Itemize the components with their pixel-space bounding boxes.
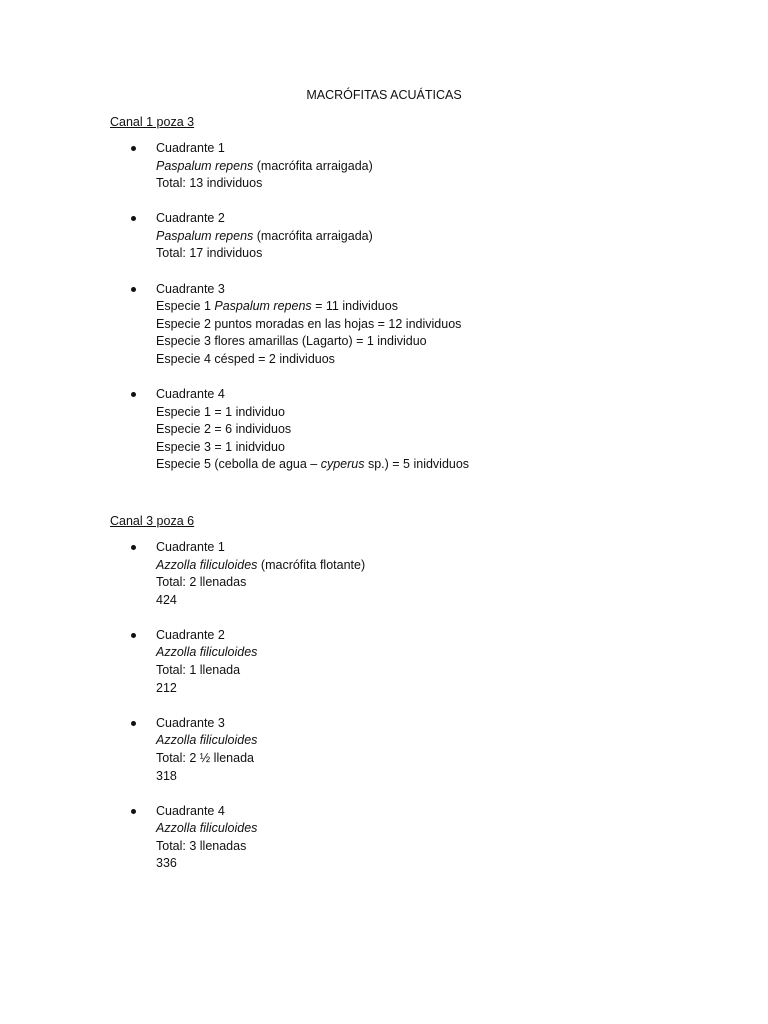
section-canal-1-poza-3 (110, 113, 710, 492)
bullet-icon (131, 392, 136, 397)
species-name: Paspalum repens (156, 228, 254, 243)
species-name: Azzolla filiculoides (156, 645, 258, 660)
list-item-cuadrante-3 (110, 715, 710, 785)
list-item-cuadrante-4 (110, 386, 710, 474)
section-heading: Canal 1 poza 3 (110, 115, 195, 129)
species-line: Especie 3 flores amarillas (Lagarto) = 1 individuo (156, 334, 427, 349)
bullet-icon (131, 287, 136, 292)
species-name: Paspalum repens (214, 299, 312, 314)
list-item-cuadrante-1 (110, 140, 710, 193)
total-line: Total: 17 individuos (156, 246, 263, 261)
quadrant-label: Cuadrante 3 (156, 281, 225, 296)
bullet-icon (131, 146, 136, 151)
species-line: Especie 3 = 1 inidviduo (156, 439, 285, 454)
bullet-icon (131, 721, 136, 726)
quadrant-label: Cuadrante 4 (156, 803, 225, 818)
bullet-icon (131, 809, 136, 814)
species-note: (macrófita arraigada) (253, 228, 373, 243)
species-prefix: Especie 5 (cebolla de agua – (156, 457, 321, 472)
species-name: Azzolla filiculoides (156, 557, 258, 572)
section-canal-3-poza-6 (110, 512, 710, 891)
value-line: 336 (156, 856, 177, 871)
species-line: Especie 2 puntos moradas en las hojas = 12 individuos (156, 316, 462, 331)
value-line: 212 (156, 680, 177, 695)
quadrant-label: Cuadrante 3 (156, 715, 225, 730)
bullet-icon (131, 216, 136, 221)
quadrant-label: Cuadrante 1 (156, 141, 225, 155)
total-line: Total: 3 llenadas (156, 838, 247, 853)
quadrant-label: Cuadrante 1 (156, 540, 225, 554)
total-line: Total: 1 llenada (156, 663, 241, 678)
species-count: sp.) = 5 inidviduos (364, 457, 470, 472)
species-line (156, 820, 710, 838)
species-line: Especie 2 = 6 individuos (156, 422, 292, 437)
species-line (156, 228, 710, 246)
species-prefix: Especie 1 (156, 299, 215, 314)
quadrant-label: Cuadrante 4 (156, 387, 225, 402)
species-name: Paspalum repens (156, 158, 254, 173)
species-line (156, 732, 710, 750)
quadrant-list (110, 539, 710, 873)
total-line: Total: 2 llenadas (156, 575, 247, 590)
list-item-cuadrante-1 (110, 539, 710, 609)
quadrant-label: Cuadrante 2 (156, 627, 225, 642)
quadrant-label: Cuadrante 2 (156, 211, 225, 226)
section-heading: Canal 3 poza 6 (110, 514, 195, 528)
document-title: MACRÓFITAS ACUÁTICAS (306, 88, 462, 102)
species-line (156, 557, 710, 575)
species-line (156, 158, 710, 176)
list-item-cuadrante-3 (110, 281, 710, 369)
species-name: Azzolla filiculoides (156, 821, 258, 836)
species-line: Especie 1 = 1 individuo (156, 404, 285, 419)
bullet-icon (131, 633, 136, 638)
species-note: (macrófita flotante) (257, 557, 366, 572)
total-line: Total: 13 individuos (156, 176, 263, 191)
species-note: (macrófita arraigada) (253, 158, 373, 173)
species-name: cyperus (320, 457, 365, 472)
list-item-cuadrante-4 (110, 803, 710, 873)
species-count: = 11 individuos (311, 299, 398, 314)
list-item-cuadrante-2 (110, 210, 710, 263)
species-line: Especie 4 césped = 2 individuos (156, 351, 335, 366)
quadrant-list (110, 140, 710, 474)
bullet-icon (131, 545, 136, 550)
value-line: 318 (156, 768, 177, 783)
value-line: 424 (156, 592, 177, 607)
species-line (156, 644, 710, 662)
species-line (156, 298, 710, 316)
species-name: Azzolla filiculoides (156, 733, 258, 748)
species-line (156, 456, 710, 474)
total-line: Total: 2 ½ llenada (156, 750, 254, 765)
list-item-cuadrante-2 (110, 627, 710, 697)
